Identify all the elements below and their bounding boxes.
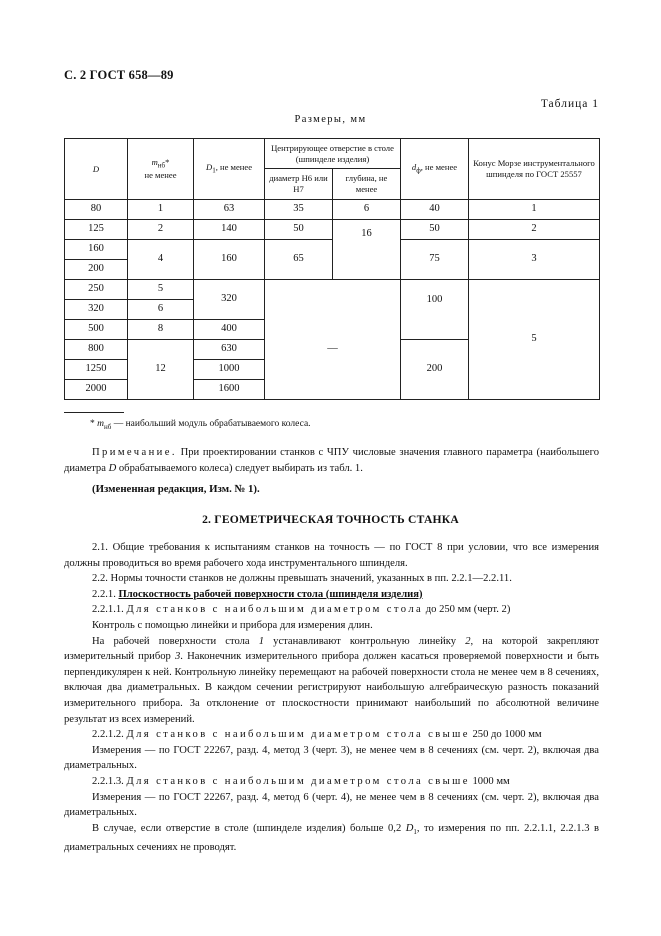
cell-morse: 3	[469, 240, 600, 280]
header-d1: $D_1$, не менее	[194, 139, 265, 200]
cell-dphi: 75	[401, 240, 469, 280]
cell-d: 2000	[65, 380, 128, 400]
cell-d1: 63	[194, 200, 265, 220]
cell-morse: 5	[469, 280, 600, 400]
page-header: С. 2 ГОСТ 658—89	[64, 68, 174, 82]
paragraph-control: Контроль с помощью линейки и прибора для измерения длин.	[92, 619, 373, 631]
section-title: 2. ГЕОМЕТРИЧЕСКАЯ ТОЧНОСТЬ СТАНКА	[202, 513, 459, 526]
paragraph-exception: В случае, если отверстие в столе (шпинделе изделия) больше 0,2 $D_1$, то измерения по пп. 2.2.1.1, 2.2.1.3 в диаметральных сечениях не проводят.	[64, 822, 599, 854]
paragraph-2-2-1: 2.2.1. Плоскостность рабочей поверхности стола (шпинделя изделия)	[92, 588, 423, 600]
cell-d: 800	[65, 340, 128, 360]
cell-m: 2	[128, 220, 194, 240]
cell-depth: 16	[333, 220, 401, 280]
cell-dphi: 40	[401, 200, 469, 220]
header-d-phi: $d_ф$, не менее	[401, 139, 469, 200]
header-hole-diameter: диаметр Н6 или Н7	[265, 169, 333, 200]
cell-m: 4	[128, 240, 194, 280]
paragraph-2-2: 2.2. Нормы точности станков не должны превышать значений, указанных в пп. 2.2.1—2.2.11.	[92, 573, 512, 585]
cell-morse: 1	[469, 200, 600, 220]
cell-empty	[265, 280, 401, 300]
cell-d1: 1000	[194, 360, 265, 380]
cell-morse: 2	[469, 220, 600, 240]
table-number: Таблица 1	[540, 98, 599, 110]
cell-diam: 35	[265, 200, 333, 220]
cell-d1: 630	[194, 340, 265, 360]
cell-d1: 320	[194, 280, 265, 320]
footnote-rule	[64, 412, 124, 413]
paragraph-measure-3: Измерения — по ГОСТ 22267, разд. 4, метод 6 (черт. 4), не менее чем в 8 сечениях (см. черт. 2), включая два диаметральных.	[64, 791, 599, 819]
header-centering-hole: Центрирующее отверстие в столе (шпинделе изделия)	[265, 139, 401, 169]
cell-d: 320	[65, 300, 128, 320]
cell-dphi: 200	[401, 340, 469, 400]
paragraph-2-1: 2.1. Общие требования к испытаниям станков на точность — по ГОСТ 8 при условии, что все измерения должны проводиться во время рабочего хода инструментального шпинделя.	[64, 542, 599, 569]
paragraph-2-2-1-3: 2.2.1.3. Для станков с наибольшим диаметром стола свыше 1000 мм	[92, 775, 510, 787]
cell-d: 200	[65, 260, 128, 280]
cell-d1: 160	[194, 240, 265, 280]
cell-d1: 140	[194, 220, 265, 240]
cell-dphi: 100	[401, 280, 469, 340]
paragraph-measure-2: Измерения — по ГОСТ 22267, разд. 4, метод 3 (черт. 3), не менее чем в 8 сечениях (см. черт. 2), включая два диаметральных.	[64, 744, 599, 772]
section-body	[64, 540, 599, 856]
cell-d: 1250	[65, 360, 128, 380]
dimensions-table	[64, 138, 600, 400]
cell-d: 160	[65, 240, 128, 260]
cell-m: 1	[128, 200, 194, 220]
cell-d: 80	[65, 200, 128, 220]
table-note: Примечание. При проектировании станков с ЧПУ числовые значения главного параметра (наибольшего диаметра D обрабатываемого колеса) следует выбирать из табл. 1.	[64, 447, 599, 474]
change-note: (Измененная редакция, Изм. № 1).	[92, 483, 260, 495]
cell-m: 5	[128, 280, 194, 300]
cell-m: 6	[128, 300, 194, 320]
footnote: * $m_{нб}$ — наибольший модуль обрабатываемого колеса.	[90, 419, 311, 431]
cell-d: 125	[65, 220, 128, 240]
cell-d1: 400	[194, 320, 265, 340]
paragraph-2-2-1-2: 2.2.1.2. Для станков с наибольшим диаметром стола свыше 250 до 1000 мм	[92, 729, 542, 741]
header-morse-taper: Конус Морзе инструментального шпинделя по ГОСТ 25557	[469, 139, 600, 200]
cell-depth: 6	[333, 200, 401, 220]
header-module: $m_{нб}*$ не менее	[128, 139, 194, 200]
cell-diam: 65	[265, 240, 333, 280]
cell-dphi: 50	[401, 220, 469, 240]
cell-m: 8	[128, 320, 194, 340]
paragraph-2-2-1-1: 2.2.1.1. Для станков с наибольшим диаметром стола до 250 мм (черт. 2)	[92, 604, 511, 616]
cell-d: 250	[65, 280, 128, 300]
header-hole-depth: глубина, не менее	[333, 169, 401, 200]
header-d: D	[65, 139, 128, 200]
cell-d: 500	[65, 320, 128, 340]
paragraph-procedure: На рабочей поверхности стола 1 устанавливают контрольную линейку 2, на которой закрепляют измерительный прибор 3. Наконечник измерительного прибора должен касаться проверяемой поверхности и быть перпендикулярен к ней. Контрольную линейку перемещают на рабочей поверхности стола не менее чем в 8 сечениях, включая два диаметральных. В каждом сечении регистрируют наибольшую алгебраическую разность показаний измерительного прибора. За отклонение от плоскостности принимают наибольший по абсолютной величине результат из всех измерений.	[64, 635, 600, 725]
cell-dash: —	[265, 300, 401, 400]
cell-d1: 1600	[194, 380, 265, 400]
cell-diam: 50	[265, 220, 333, 240]
table-caption: Размеры, мм	[294, 114, 367, 125]
cell-m: 12	[128, 340, 194, 400]
